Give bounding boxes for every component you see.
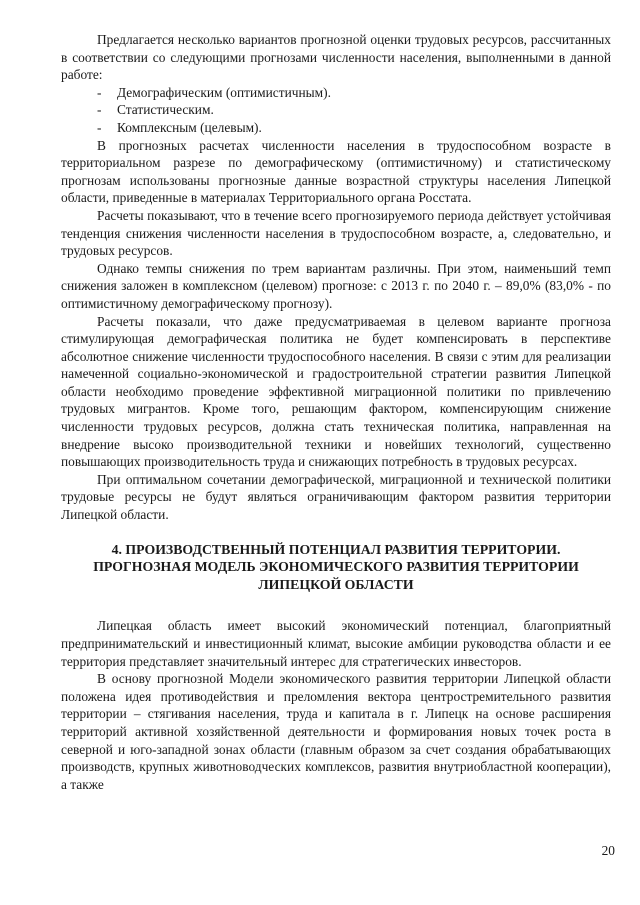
heading-line: ЛИПЕЦКОЙ ОБЛАСТИ [258,576,414,592]
list-marker: - [97,84,102,100]
intro-paragraph: Предлагается несколько вариантов прогнозной оценки трудовых ресурсов, рассчитанных в соответствии со следующими прогнозами численности населения, выполненными в данной работе: [61,32,611,83]
list-item [61,101,611,119]
body-paragraph: Расчеты показывают, что в течение всего прогнозируемого периода действует устойчивая тенденция снижения численности населения в трудоспособном возрасте, а, следовательно, и трудовых ресурсов. [61,207,611,259]
body-paragraph: Липецкая область имеет высокий экономический потенциал, благоприятный предпринимательский и инвестиционный климат, высокие амбиции руководства области и ее территория представляет значительный интерес для стратегических инвесторов. [61,618,611,669]
page-number: 20 [601,843,615,858]
list-item-text: Статистическим. [117,102,214,118]
body-paragraph: Однако темпы снижения по трем вариантам различны. При этом, наименьший темп снижения заложен в комплексном (целевом) прогнозе: с 2013 г. по 2040 г. – 89,0% (83,0% - по оптимистичному демографическому прогнозу). [61,260,611,311]
list-marker: - [97,102,102,118]
section-heading [61,541,611,594]
list-item [61,119,611,137]
body-paragraph: Расчеты показали, что даже предусматриваемая в целевом варианте прогноза стимулирующая демографическая политика не будет компенсировать в перспективе абсолютное снижение численности трудоспособного населения. В связи с этим для реализации намеченной социально-экономической и градостроительной стратегии развития Липецкой области необходимо проведение эффективной миграционной политики по привлечению трудовых мигрантов. Кроме того, решающим фактором, компенсирующим снижение численности трудовых ресурсов, должна стать техническая политика, направленная на внедрение высоко производительной техники и новейших технологий, существенно повышающих производительность труда и снижающих потребность в трудовых ресурсах. [61,313,611,470]
body-paragraph: В основу прогнозной Модели экономического развития территории Липецкой области положена идея противодействия и преломления вектора центростремительного развития территории – стягивания населения, труда и капитала в г. Липецк на основе расширения территорий активной хозяйственной деятельности и формирования новых точек роста в северной и юго-западной зонах области (главным образом за счет создания обрабатывающих производств, крупных животноводческих комплексов, развития внутриобластной кооперации), а также [61,671,611,792]
heading-line: 4. ПРОИЗВОДСТВЕННЫЙ ПОТЕНЦИАЛ РАЗВИТИЯ ТЕРРИТОРИИ. [111,541,561,557]
body-paragraph: При оптимальном сочетании демографической, миграционной и технической политики трудовые ресурсы не будут являться ограничивающим фактором развития территории Липецкой области. [61,471,611,523]
heading-line: ПРОГНОЗНАЯ МОДЕЛЬ ЭКОНОМИЧЕСКОГО РАЗВИТИЯ ТЕРРИТОРИИ [93,559,579,575]
list-item [61,84,611,102]
list-item-text: Демографическим (оптимистичным). [117,84,331,100]
body-paragraph: В прогнозных расчетах численности населения в трудоспособном возрасте в территориальном разрезе по демографическому (оптимистичному) и статистическому прогнозам использованы прогнозные данные возрастной структуры населения Липецкой области, приведенные в материалах Территориального органа Росстата. [61,137,611,206]
text-column [61,31,611,793]
list-marker: - [97,119,102,135]
forecast-list [61,84,611,137]
list-item-text: Комплексным (целевым). [117,119,262,135]
